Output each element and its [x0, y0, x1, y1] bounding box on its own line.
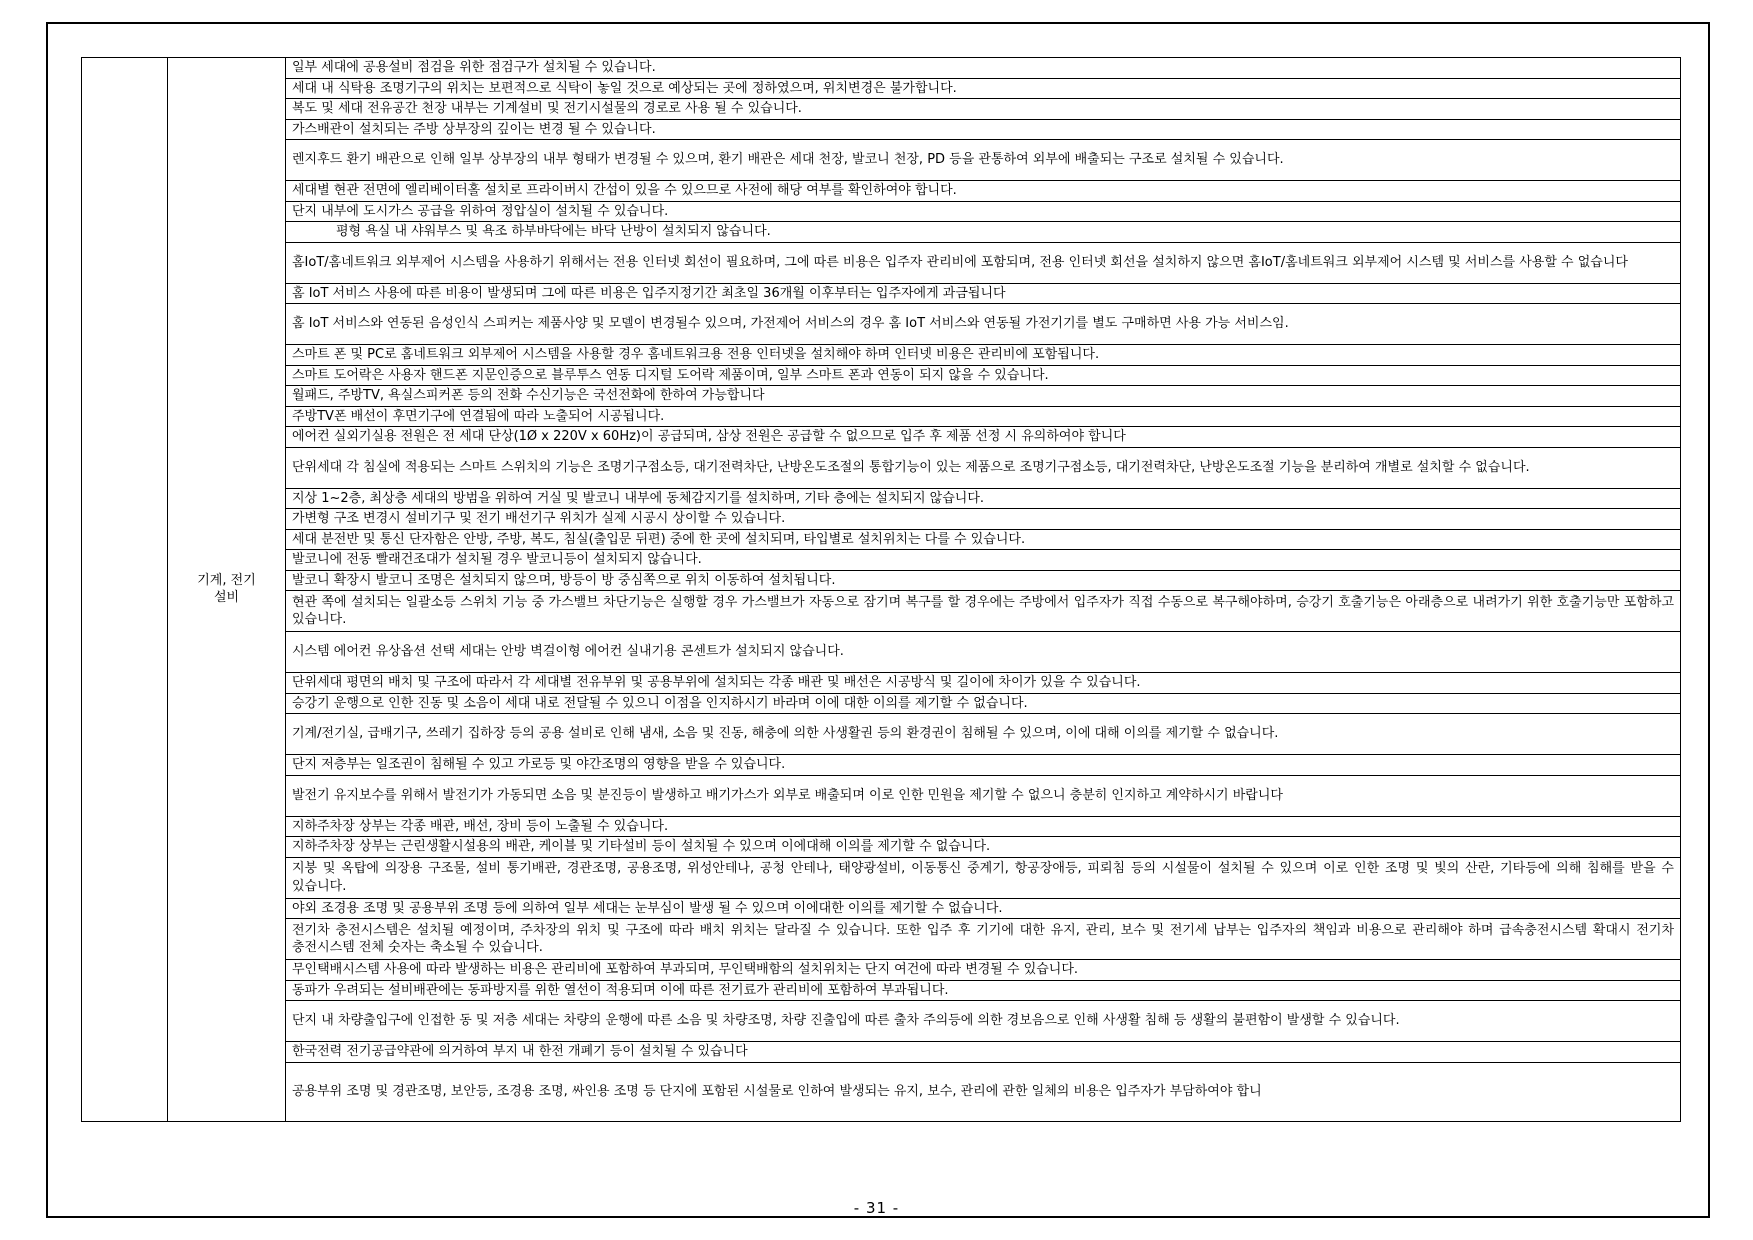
note-text: 단지 저층부는 일조권이 침해될 수 있고 가로등 및 야간조명의 영향을 받을 수 있습니다. — [286, 755, 1681, 776]
note-text: 홈 IoT 서비스 사용에 따른 비용이 발생되며 그에 따른 비용은 입주지정기간 최초일 36개월 이후부터는 입주자에게 과금됩니다 — [286, 283, 1681, 304]
table-row — [82, 837, 1681, 858]
table-row — [82, 632, 1681, 673]
note-text: 지붕 및 옥탑에 의장용 구조물, 설비 통기배관, 경관조명, 공용조명, 위성안테나, 공청 안테나, 태양광설비, 이동통신 중계기, 항공장애등, 피뢰침 등의 시설물이 설치될 수 있으며 이로 인한 조명 및 빛의 산란, 기타등에 의해 침해를 받을 수 있습니다. — [286, 857, 1681, 898]
note-text: 발전기 유지보수를 위해서 발전기가 가동되면 소음 및 분진등이 발생하고 배기가스가 외부로 배출되며 이로 인한 민원을 제기할 수 없으니 충분히 인지하고 계약하시기 바랍니다 — [286, 775, 1681, 816]
note-text: 발코니 확장시 발코니 조명은 설치되지 않으며, 방등이 방 중심쪽으로 위치 이동하여 설치됩니다. — [286, 570, 1681, 591]
note-text: 세대 분전반 및 통신 단자함은 안방, 주방, 복도, 침실(출입문 뒤편) 중에 한 곳에 설치되며, 타입별로 설치위치는 다를 수 있습니다. — [286, 529, 1681, 550]
note-text: 에어컨 실외기실용 전원은 전 세대 단상(1Ø x 220V x 60Hz)이 공급되며, 삼상 전원은 공급할 수 없으므로 입주 후 제품 선정 시 유의하여야 합니다 — [286, 427, 1681, 448]
table-row — [82, 99, 1681, 120]
table-row — [82, 529, 1681, 550]
table-row — [82, 1001, 1681, 1042]
table-row — [82, 898, 1681, 919]
note-text: 야외 조경용 조명 및 공용부위 조명 등에 의하여 일부 세대는 눈부심이 발생 될 수 있으며 이에대한 이의를 제기할 수 없습니다. — [286, 898, 1681, 919]
note-text: 무인택배시스템 사용에 따라 발생하는 비용은 관리비에 포함하여 부과되며, 무인택배함의 설치위치는 단지 여건에 따라 변경될 수 있습니다. — [286, 960, 1681, 981]
table-row — [82, 78, 1681, 99]
table-row — [82, 714, 1681, 755]
notice-table — [81, 57, 1681, 1122]
table-row — [82, 919, 1681, 960]
note-text: 발코니에 전동 빨래건조대가 설치될 경우 발코니등이 설치되지 않습니다. — [286, 550, 1681, 571]
note-text: 공용부위 조명 및 경관조명, 보안등, 조경용 조명, 싸인용 조명 등 단지에 포함된 시설물로 인하여 발생되는 유지, 보수, 관리에 관한 일체의 비용은 입주자가 부담하여야 합니 — [286, 1062, 1681, 1121]
table-row — [82, 304, 1681, 345]
table-row — [82, 201, 1681, 222]
table-row — [82, 283, 1681, 304]
table-row — [82, 1042, 1681, 1063]
table-row — [82, 386, 1681, 407]
table-row — [82, 857, 1681, 898]
note-text: 단지 내부에 도시가스 공급을 위하여 정압실이 설치될 수 있습니다. — [286, 201, 1681, 222]
table-row — [82, 1062, 1681, 1121]
table-row — [82, 550, 1681, 571]
table-row — [82, 140, 1681, 181]
table-row — [82, 242, 1681, 283]
note-text: 지상 1~2층, 최상층 세대의 방범을 위하여 거실 및 발코니 내부에 동체감지기를 설치하며, 기타 층에는 설치되지 않습니다. — [286, 488, 1681, 509]
note-text: 가변형 구조 변경시 설비기구 및 전기 배선기구 위치가 실제 시공시 상이할 수 있습니다. — [286, 509, 1681, 530]
table-row — [82, 447, 1681, 488]
note-text: 단위세대 각 침실에 적용되는 스마트 스위치의 기능은 조명기구점소등, 대기전력차단, 난방온도조절의 통합기능이 있는 제품으로 조명기구점소등, 대기전력차단, 난방온도조절 기능을 분리하여 개별로 설치할 수 없습니다. — [286, 447, 1681, 488]
note-text: 렌지후드 환기 배관으로 인해 일부 상부장의 내부 형태가 변경될 수 있으며, 환기 배관은 세대 천장, 발코니 천장, PD 등을 관통하여 외부에 배출되는 구조로 설치될 수 있습니다. — [286, 140, 1681, 181]
note-text: 기계/전기실, 급배기구, 쓰레기 집하장 등의 공용 설비로 인해 냄새, 소음 및 진동, 해충에 의한 사생활권 등의 환경권이 침해될 수 있으며, 이에 대해 이의를 제기할 수 없습니다. — [286, 714, 1681, 755]
table-row — [82, 980, 1681, 1001]
table-row — [82, 673, 1681, 694]
note-text: 평형 욕실 내 샤워부스 및 욕조 하부바닥에는 바닥 난방이 설치되지 않습니다. — [286, 222, 1681, 243]
page-number: - 31 - — [853, 1199, 900, 1217]
note-text: 단위세대 평면의 배치 및 구조에 따라서 각 세대별 전유부위 및 공용부위에 설치되는 각종 배관 및 배선은 시공방식 및 길이에 차이가 있을 수 있습니다. — [286, 673, 1681, 694]
note-text: 월패드, 주방TV, 욕실스피커폰 등의 전화 수신기능은 국선전화에 한하여 가능합니다 — [286, 386, 1681, 407]
blank-cell — [82, 58, 168, 1122]
table-row — [82, 427, 1681, 448]
note-text: 지하주차장 상부는 각종 배관, 배선, 장비 등이 노출될 수 있습니다. — [286, 816, 1681, 837]
note-text: 세대별 현관 전면에 엘리베이터홀 설치로 프라이버시 간섭이 있을 수 있으므로 사전에 해당 여부를 확인하여야 합니다. — [286, 181, 1681, 202]
table-row — [82, 119, 1681, 140]
note-text: 스마트 도어락은 사용자 핸드폰 지문인증으로 블루투스 연동 디지털 도어락 제품이며, 일부 스마트 폰과 연동이 되지 않을 수 있습니다. — [286, 365, 1681, 386]
table-row — [82, 181, 1681, 202]
note-text: 전기차 충전시스템은 설치될 예정이며, 주차장의 위치 및 구조에 따라 배치 위치는 달라질 수 있습니다. 또한 입주 후 기기에 대한 유지, 관리, 보수 및 전기세 납부는 입주자의 책임과 비용으로 관리해야 하며 급속충전시스템 확대시 전기차 충전시스템 전체 숫자는 축소될 수 있습니다. — [286, 919, 1681, 960]
table-row — [82, 222, 1681, 243]
table-row — [82, 406, 1681, 427]
note-text: 한국전력 전기공급약관에 의거하여 부지 내 한전 개폐기 등이 설치될 수 있습니다 — [286, 1042, 1681, 1063]
note-text: 시스템 에어컨 유상옵션 선택 세대는 안방 벽걸이형 에어컨 실내기용 콘센트가 설치되지 않습니다. — [286, 632, 1681, 673]
note-text: 주방TV폰 배선이 후면기구에 연결됨에 따라 노출되어 시공됩니다. — [286, 406, 1681, 427]
note-text: 가스배관이 설치되는 주방 상부장의 깊이는 변경 될 수 있습니다. — [286, 119, 1681, 140]
table-row — [82, 365, 1681, 386]
note-text: 단지 내 차량출입구에 인접한 동 및 저층 세대는 차량의 운행에 따른 소음 및 차량조명, 차량 진출입에 따른 출차 주의등에 의한 경보음으로 인해 사생활 침해 등 생활의 불편함이 발생할 수 있습니다. — [286, 1001, 1681, 1042]
table-row — [82, 755, 1681, 776]
note-text: 스마트 폰 및 PC로 홈네트워크 외부제어 시스템을 사용할 경우 홈네트워크용 전용 인터넷을 설치해야 하며 인터넷 비용은 관리비에 포함됩니다. — [286, 345, 1681, 366]
table-row — [82, 345, 1681, 366]
table-row — [82, 509, 1681, 530]
note-text: 세대 내 식탁용 조명기구의 위치는 보편적으로 식탁이 놓일 것으로 예상되는 곳에 정하였으며, 위치변경은 불가합니다. — [286, 78, 1681, 99]
table-row — [82, 693, 1681, 714]
note-text: 현관 쪽에 설치되는 일괄소등 스위치 기능 중 가스밸브 차단기능은 실행할 경우 가스밸브가 자동으로 잠기며 복구를 할 경우에는 주방에서 입주자가 직접 수동으로 복구해야하며, 승강기 호출기능은 아래층으로 내려가기 위한 호출기능만 포함하고 있습니다. — [286, 591, 1681, 632]
note-text: 승강기 운행으로 인한 진동 및 소음이 세대 내로 전달될 수 있으니 이점을 인지하시기 바라며 이에 대한 이의를 제기할 수 없습니다. — [286, 693, 1681, 714]
category-label: 기계, 전기 설비 — [168, 58, 286, 1122]
note-text: 일부 세대에 공용설비 점검을 위한 점검구가 설치될 수 있습니다. — [286, 58, 1681, 79]
note-text: 동파가 우려되는 설비배관에는 동파방지를 위한 열선이 적용되며 이에 따른 전기료가 관리비에 포함하여 부과됩니다. — [286, 980, 1681, 1001]
table-row — [82, 816, 1681, 837]
table-row — [82, 960, 1681, 981]
note-text: 복도 및 세대 전유공간 천장 내부는 기계설비 및 전기시설물의 경로로 사용 될 수 있습니다. — [286, 99, 1681, 120]
table-row — [82, 591, 1681, 632]
table-row — [82, 488, 1681, 509]
table-row — [82, 58, 1681, 79]
note-text: 홈IoT/홈네트워크 외부제어 시스템을 사용하기 위해서는 전용 인터넷 회선이 필요하며, 그에 따른 비용은 입주자 관리비에 포함되며, 전용 인터넷 회선을 설치하지 않으면 홈IoT/홈네트워크 외부제어 시스템 및 서비스를 사용할 수 없습니다 — [286, 242, 1681, 283]
note-text: 지하주차장 상부는 근린생활시설용의 배관, 케이블 및 기타설비 등이 설치될 수 있으며 이에대해 이의를 제기할 수 없습니다. — [286, 837, 1681, 858]
table-row — [82, 570, 1681, 591]
table-row — [82, 775, 1681, 816]
note-text: 홈 IoT 서비스와 연동된 음성인식 스피커는 제품사양 및 모델이 변경될수 있으며, 가전제어 서비스의 경우 홈 IoT 서비스와 연동될 가전기기를 별도 구매하면 사용 가능 서비스임. — [286, 304, 1681, 345]
